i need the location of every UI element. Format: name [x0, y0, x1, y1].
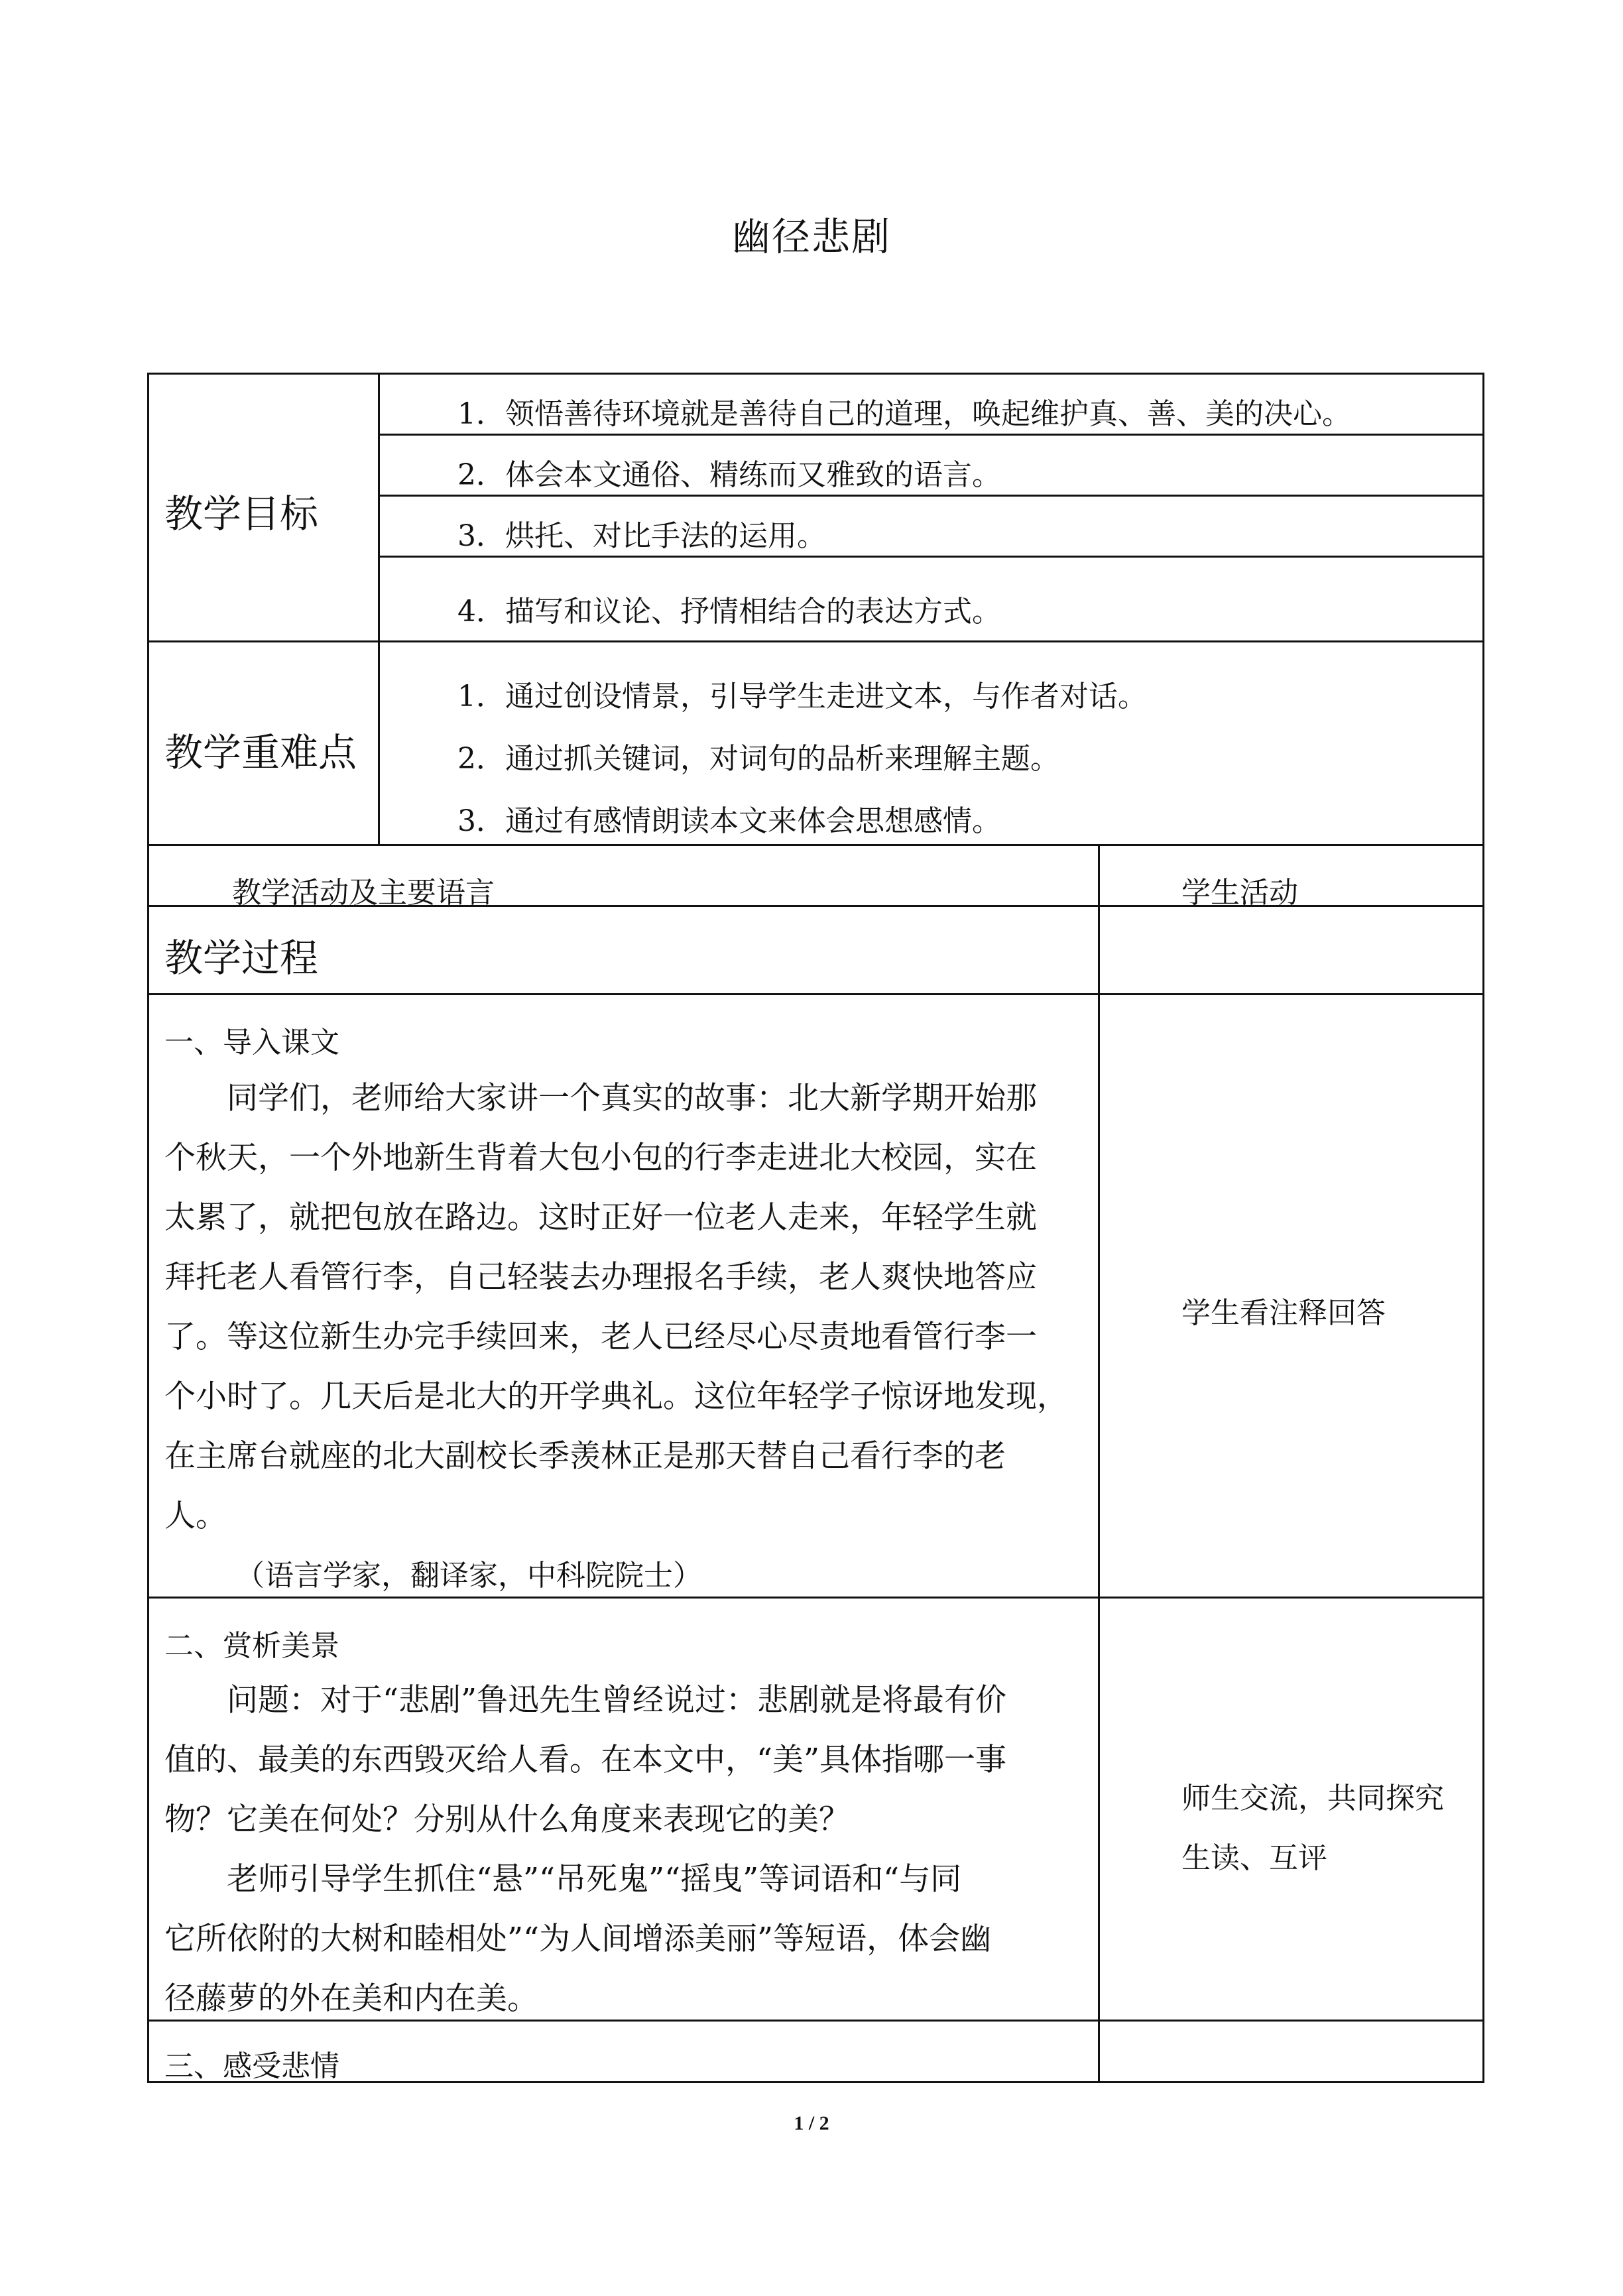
table-rule: [147, 640, 1484, 642]
section-paragraph-line: 老师引导学生抓住“悬”“吊死鬼”“摇曳”等词语和“与同: [227, 1861, 962, 1898]
table-rule: [379, 434, 1484, 436]
objective-item: 3．烘托、对比手法的运用。: [457, 519, 826, 553]
section-paragraph-line: 个秋天，一个外地新生背着大包小包的行李走进北大校园，实在: [164, 1140, 1037, 1176]
table-rule: [147, 1597, 1484, 1599]
table-rule: [1098, 844, 1100, 2083]
section-paragraph-line: 径藤萝的外在美和内在美。: [164, 1980, 538, 2017]
section-heading: 三、感受悲情: [164, 2049, 339, 2083]
table-rule: [1482, 373, 1484, 2083]
activity-header: 教学活动及主要语言: [232, 876, 495, 910]
student-activity-header: 学生活动: [1181, 876, 1298, 910]
key-points-label: 教学重难点: [164, 730, 357, 775]
document-title: 幽径悲剧: [731, 214, 891, 259]
table-rule: [147, 993, 1484, 995]
section-paragraph-line: 值的、最美的东西毁灭给人看。在本文中，“美”具体指哪一事: [164, 1742, 1007, 1778]
table-rule: [147, 2081, 1484, 2083]
objective-item: 1．领悟善待环境就是善待自己的道理，唤起维护真、善、美的决心。: [457, 397, 1351, 431]
section-paragraph-line: 在主席台就座的北大副校长季羡林正是那天替自己看行李的老: [164, 1438, 1006, 1475]
student-activity: 学生看注释回答: [1181, 1296, 1386, 1330]
section-heading: 二、赏析美景: [164, 1629, 339, 1663]
section-paragraph-line: 它所依附的大树和睦相处”“为人间增添美丽”等短语，体会幽: [164, 1921, 992, 1957]
table-rule: [378, 373, 380, 846]
objective-item: 2．体会本文通俗、精练而又雅致的语言。: [457, 458, 1001, 492]
section-paragraph-line: 人。: [164, 1498, 227, 1534]
section-paragraph-line: 拜托老人看管行李，自己轻装去办理报名手续，老人爽快地答应: [164, 1259, 1037, 1296]
table-rule: [379, 495, 1484, 497]
key-point-item: 1．通过创设情景，引导学生走进文本，与作者对话。: [457, 680, 1147, 713]
section-paragraph-line: 了。等这位新生办完手续回来，老人已经尽心尽责地看管行李一: [164, 1319, 1037, 1355]
section-paragraph-line: 问题：对于“悲剧”鲁迅先生曾经说过：悲剧就是将最有价: [227, 1682, 1007, 1719]
section-heading: 一、导入课文: [164, 1026, 339, 1059]
section-paragraph-line: 个小时了。几天后是北大的开学典礼。这位年轻学子惊讶地发现，: [164, 1378, 1068, 1415]
key-point-item: 3．通过有感情朗读本文来体会思想感情。: [457, 804, 1001, 838]
objective-item: 4．描写和议论、抒情相结合的表达方式。: [457, 595, 1001, 629]
student-activity: 师生交流，共同探究: [1181, 1782, 1444, 1815]
table-rule: [147, 844, 1484, 846]
section-paragraph-line: 太累了，就把包放在路边。这时正好一位老人走来，年轻学生就: [164, 1199, 1037, 1236]
page-number: 1 / 2: [794, 2112, 829, 2134]
section-note: （语言学家，翻译家，中科院院士）: [235, 1559, 702, 1593]
section-paragraph-line: 同学们，老师给大家讲一个真实的故事：北大新学期开始那: [227, 1080, 1037, 1117]
objectives-label: 教学目标: [164, 491, 319, 536]
section-paragraph-line: 物？它美在何处？分别从什么角度来表现它的美？: [164, 1801, 850, 1838]
table-rule: [147, 373, 149, 2083]
process-label: 教学过程: [164, 936, 319, 981]
student-activity: 生读、互评: [1181, 1841, 1327, 1875]
key-point-item: 2．通过抓关键词，对词句的品析来理解主题。: [457, 742, 1059, 776]
table-rule: [147, 373, 1484, 375]
table-rule: [379, 556, 1484, 558]
